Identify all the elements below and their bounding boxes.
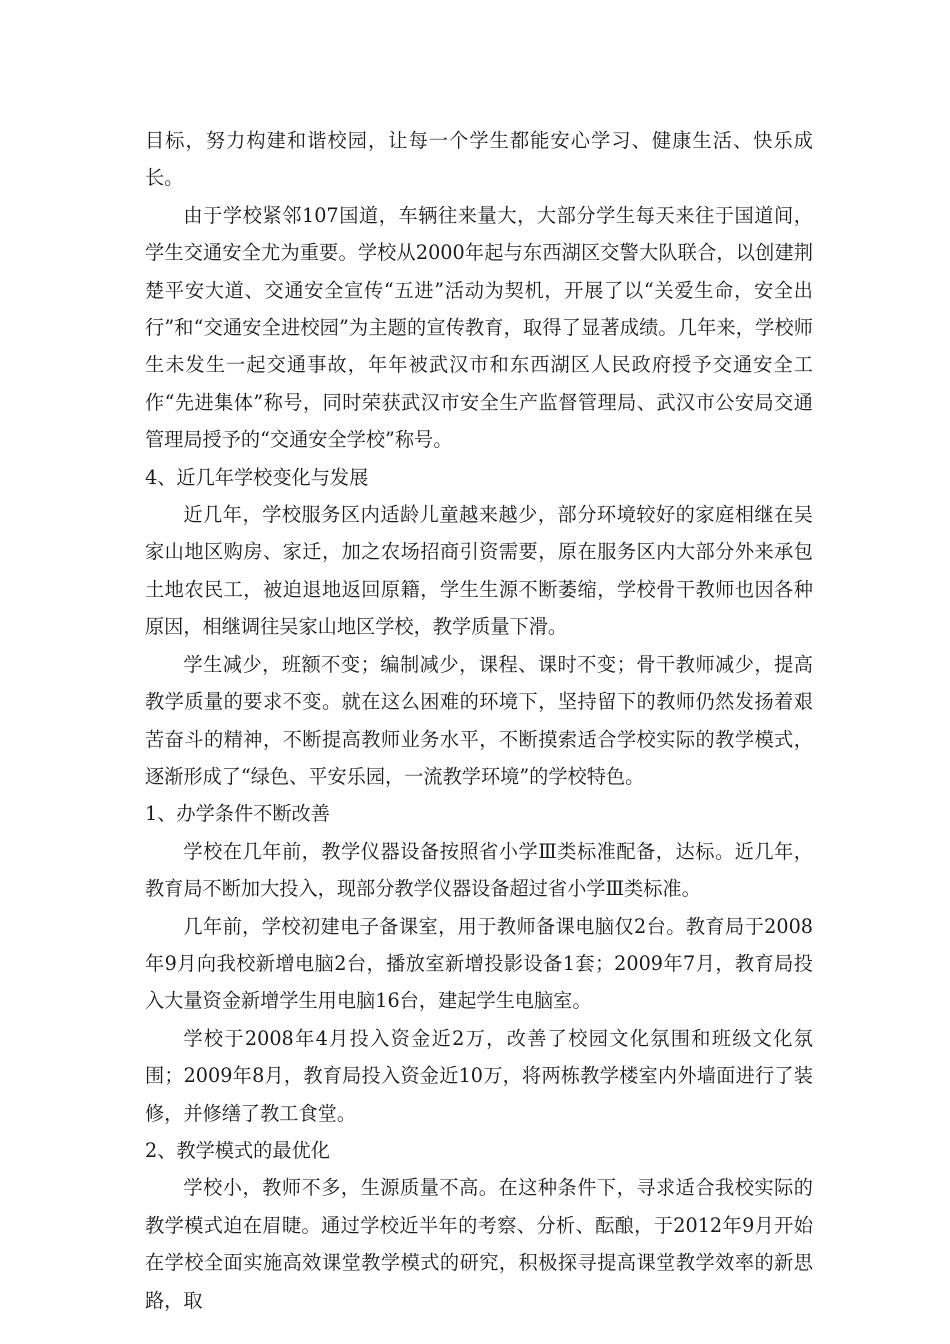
paragraph-efficient-classroom: 学校小，教师不多，生源质量不高。在这种条件下，寻求适合我校实际的教学模式迫在眉睫。通过学校近半年的考察、分析、酝酿，于2012年9月开始在学校全面实施高效课堂教学模式的研究，积极探寻提高课堂教学效率的新思路，取 — [145, 1176, 813, 1312]
paragraph-renovation: 学校于2008年4月投入资金近2万，改善了校园文化氛围和班级文化氛围；2009年8月，教育局投入资金近10万，将两栋教学楼室内外墙面进行了装修，并修缮了教工食堂。 — [145, 1026, 813, 1125]
paragraph-enrollment-decline: 近几年，学校服务区内适龄儿童越来越少，部分环境较好的家庭相继在吴家山地区购房、家迁，加之农场招商引资需要，原在服务区内大部分外来承包土地农民工，被迫退地返回原籍，学生生源不断萎缩，学校骨干教师也因各种原因，相继调往吴家山地区学校，教学质量下滑。 — [145, 503, 813, 639]
paragraph-equipment: 学校在几年前，教学仪器设备按照省小学Ⅲ类标准配备，达标。近几年，教育局不断加大投入，现部分教学仪器设备超过省小学Ⅲ类标准。 — [145, 839, 813, 901]
section-heading-teaching-model: 2、教学模式的最优化 — [145, 1138, 330, 1162]
paragraph-traffic-safety: 由于学校紧邻107国道，车辆往来量大，大部分学生每天来往于国道间，学生交通安全尤为重要。学校从2000年起与东西湖区交警大队联合，以创建荆楚平安大道、交通安全宣传“五进”活动为契机，开展了以“关爱生命，安全出行”和“交通安全进校园”为主题的宣传教育，取得了显著成绩。几年来，学校师生未发生一起交通事故，年年被武汉市和东西湖区人民政府授予交通安全工作“先进集体”称号，同时荣获武汉市安全生产监督管理局、武汉市公安局交通管理局授予的“交通安全学校”称号。 — [145, 203, 813, 452]
document-body — [145, 122, 813, 1319]
paragraph-continuation: 目标，努力构建和谐校园，让每一个学生都能安心学习、健康生活、快乐成长。 — [145, 129, 813, 190]
section-heading-changes: 4、近几年学校变化与发展 — [145, 465, 369, 489]
paragraph-teacher-spirit: 学生减少，班额不变；编制减少，课程、课时不变；骨干教师减少，提高教学质量的要求不变。就在这么困难的环境下，坚持留下的教师仍然发扬着艰苦奋斗的精神，不断提高教师业务水平，不断摸索适合学校实际的教学模式，逐渐形成了“绿色、平安乐园，一流教学环境”的学校特色。 — [145, 652, 813, 788]
paragraph-computers: 几年前，学校初建电子备课室，用于教师备课电脑仅2台。教育局于2008年9月向我校新增电脑2台，播放室新增投影设备1套；2009年7月，教育局投入大量资金新增学生用电脑16台，建起学生电脑室。 — [145, 914, 813, 1013]
section-heading-conditions: 1、办学条件不断改善 — [145, 802, 330, 826]
